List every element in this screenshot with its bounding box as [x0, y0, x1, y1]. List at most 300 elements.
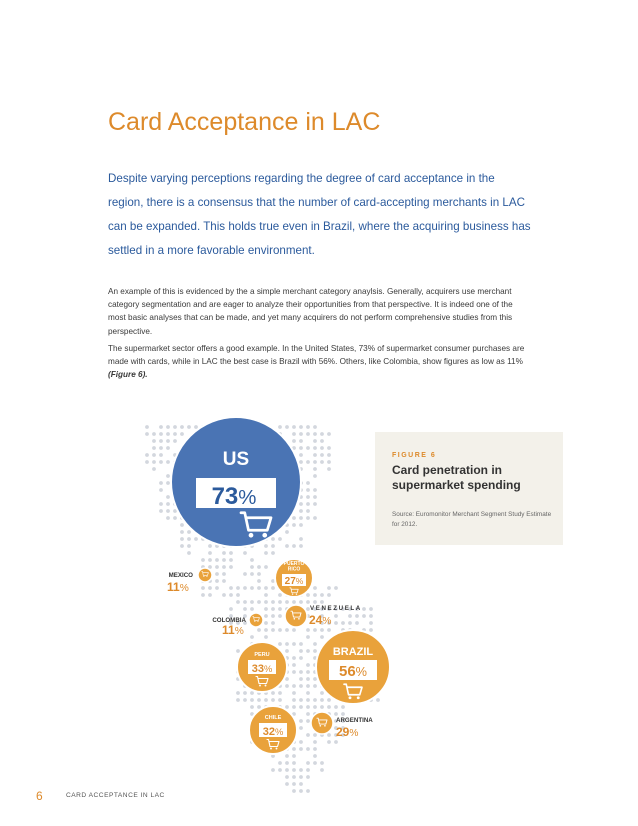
- map-dot: [334, 621, 338, 625]
- map-dot: [236, 586, 240, 590]
- figure-title: Card penetration in supermarket spending: [392, 463, 521, 492]
- map-dot: [229, 551, 233, 555]
- map-dot: [320, 432, 324, 436]
- map-dot: [159, 509, 163, 513]
- map-dot: [145, 425, 149, 429]
- map-dot: [285, 768, 289, 772]
- map-dot: [320, 635, 324, 639]
- map-dot: [243, 600, 247, 604]
- map-dot: [299, 698, 303, 702]
- map-dot: [355, 621, 359, 625]
- map-dot: [285, 754, 289, 758]
- value-label-us: 73%: [211, 483, 257, 510]
- map-dot: [327, 586, 331, 590]
- map-dot: [264, 607, 268, 611]
- map-dot: [327, 698, 331, 702]
- map-dot: [271, 621, 275, 625]
- map-dot: [306, 600, 310, 604]
- map-dot: [292, 544, 296, 548]
- map-dot: [243, 586, 247, 590]
- map-dot: [152, 446, 156, 450]
- map-dot: [152, 467, 156, 471]
- map-dot: [145, 453, 149, 457]
- bubble-chile: [249, 706, 297, 754]
- page-title: Card Acceptance in LAC: [108, 108, 381, 136]
- map-dot: [292, 670, 296, 674]
- map-dot: [306, 432, 310, 436]
- map-dot: [166, 516, 170, 520]
- map-dot: [341, 621, 345, 625]
- map-dot: [306, 495, 310, 499]
- map-dot: [278, 691, 282, 695]
- bubble-circle-venezuela: [285, 605, 307, 627]
- map-dot: [215, 558, 219, 562]
- map-dot: [292, 775, 296, 779]
- map-dot: [306, 684, 310, 688]
- map-dot: [222, 572, 226, 576]
- map-dot: [145, 432, 149, 436]
- map-dot: [278, 642, 282, 646]
- map-dot: [159, 502, 163, 506]
- map-dot: [299, 439, 303, 443]
- map-dot: [271, 551, 275, 555]
- map-dot: [299, 516, 303, 520]
- map-dot: [306, 670, 310, 674]
- map-dot: [180, 432, 184, 436]
- map-dot: [348, 621, 352, 625]
- map-dot: [250, 572, 254, 576]
- map-dot: [320, 761, 324, 765]
- map-dot: [299, 726, 303, 730]
- map-dot: [166, 432, 170, 436]
- map-dot: [327, 453, 331, 457]
- map-dot: [243, 572, 247, 576]
- map-dot: [173, 439, 177, 443]
- map-dot: [327, 460, 331, 464]
- map-dot: [320, 705, 324, 709]
- map-dot: [299, 705, 303, 709]
- map-dot: [236, 600, 240, 604]
- map-dot: [313, 586, 317, 590]
- map-dot: [313, 761, 317, 765]
- map-dot: [257, 586, 261, 590]
- country-label-us: US: [222, 449, 250, 470]
- map-dot: [194, 425, 198, 429]
- map-dot: [313, 747, 317, 751]
- map-dot: [285, 649, 289, 653]
- map-dot: [334, 705, 338, 709]
- map-dot: [278, 768, 282, 772]
- map-dot: [285, 544, 289, 548]
- map-dot: [320, 593, 324, 597]
- map-dot: [145, 460, 149, 464]
- map-dot: [215, 586, 219, 590]
- map-dot: [299, 670, 303, 674]
- map-dot: [229, 607, 233, 611]
- map-dot: [159, 488, 163, 492]
- map-dot: [271, 768, 275, 772]
- map-dot: [271, 628, 275, 632]
- country-label-brazil: BRAZIL: [332, 646, 374, 658]
- map-dot: [264, 586, 268, 590]
- body-paragraph-1: An example of this is evidenced by the a simple merchant category anaylsis. Generally, acquirers use merchant category segmentation and are eager to analyze their opportunities from that perspective. It is indeed one of the most basic analyses that can be made, and yet many acquirers do not perform comprehensive studies from this perspective.: [108, 287, 513, 336]
- map-dot: [320, 453, 324, 457]
- map-dot: [299, 523, 303, 527]
- value-label-puerto-rico: 27%: [284, 576, 304, 587]
- map-dot: [362, 607, 366, 611]
- map-dot: [271, 691, 275, 695]
- map-dot: [187, 544, 191, 548]
- map-dot: [292, 761, 296, 765]
- value-label-brazil: 56%: [338, 663, 368, 680]
- map-dot: [292, 754, 296, 758]
- map-dot: [159, 481, 163, 485]
- map-dot: [215, 565, 219, 569]
- map-dot: [278, 761, 282, 765]
- value-label-venezuela: 24%: [309, 613, 332, 627]
- map-dot: [208, 593, 212, 597]
- map-dot: [334, 740, 338, 744]
- map-dot: [264, 565, 268, 569]
- map-dot: [285, 530, 289, 534]
- map-dot: [362, 614, 366, 618]
- map-dot: [341, 712, 345, 716]
- map-dot: [222, 558, 226, 562]
- map-dot: [299, 600, 303, 604]
- map-dot: [285, 775, 289, 779]
- map-dot: [306, 460, 310, 464]
- map-dot: [327, 593, 331, 597]
- map-dot: [313, 439, 317, 443]
- map-dot: [257, 579, 261, 583]
- map-dot: [327, 432, 331, 436]
- bubble-mexico: [167, 568, 212, 594]
- map-dot: [257, 698, 261, 702]
- figure-reference-link[interactable]: (Figure 6).: [108, 370, 148, 380]
- map-dot: [306, 761, 310, 765]
- map-dot: [292, 691, 296, 695]
- map-dot: [320, 768, 324, 772]
- bubble-peru: [237, 642, 287, 692]
- bubble-brazil: [316, 630, 390, 704]
- bubble-us: [171, 417, 301, 547]
- country-label-argentina: ARGENTINA: [336, 717, 373, 724]
- map-dot: [159, 439, 163, 443]
- map-dot: [285, 425, 289, 429]
- map-dot: [299, 782, 303, 786]
- map-dot: [285, 600, 289, 604]
- map-dot: [369, 628, 373, 632]
- map-dot: [159, 425, 163, 429]
- map-dot: [299, 537, 303, 541]
- map-dot: [313, 733, 317, 737]
- map-dot: [306, 481, 310, 485]
- map-dot: [236, 691, 240, 695]
- map-dot: [159, 460, 163, 464]
- map-dot: [250, 607, 254, 611]
- map-dot: [271, 600, 275, 604]
- map-dot: [285, 705, 289, 709]
- map-dot: [166, 425, 170, 429]
- map-dot: [278, 698, 282, 702]
- map-dot: [166, 481, 170, 485]
- map-dot: [180, 530, 184, 534]
- map-dot: [292, 600, 296, 604]
- map-dot: [264, 698, 268, 702]
- map-dot: [306, 698, 310, 702]
- map-dot: [299, 747, 303, 751]
- map-dot: [285, 628, 289, 632]
- map-dot: [215, 572, 219, 576]
- map-dot: [166, 460, 170, 464]
- map-dot: [187, 425, 191, 429]
- map-dot: [264, 628, 268, 632]
- map-dot: [257, 628, 261, 632]
- bubble-circle-colombia: [249, 613, 263, 627]
- map-dot: [264, 600, 268, 604]
- map-dot: [271, 544, 275, 548]
- map-dot: [299, 432, 303, 436]
- map-dot: [313, 474, 317, 478]
- map-dot: [187, 530, 191, 534]
- map-dot: [152, 460, 156, 464]
- map-dot: [187, 551, 191, 555]
- map-dot: [299, 789, 303, 793]
- map-dot: [313, 502, 317, 506]
- map-dot: [250, 600, 254, 604]
- map-dot: [306, 446, 310, 450]
- map-dot: [292, 642, 296, 646]
- map-dot: [243, 607, 247, 611]
- value-label-chile: 32%: [262, 726, 284, 738]
- map-dot: [313, 740, 317, 744]
- map-dot: [313, 677, 317, 681]
- map-dot: [306, 677, 310, 681]
- country-label-venezuela: VENEZUELA: [310, 605, 362, 612]
- map-dot: [166, 502, 170, 506]
- map-dot: [299, 719, 303, 723]
- map-dot: [299, 544, 303, 548]
- map-dot: [278, 607, 282, 611]
- map-dot: [285, 684, 289, 688]
- map-dot: [159, 432, 163, 436]
- map-dot: [292, 698, 296, 702]
- map-dot: [299, 684, 303, 688]
- map-dot: [285, 761, 289, 765]
- map-dot: [306, 425, 310, 429]
- map-dot: [313, 649, 317, 653]
- map-dot: [299, 502, 303, 506]
- map-dot: [306, 775, 310, 779]
- map-dot: [313, 516, 317, 520]
- map-dot: [306, 502, 310, 506]
- map-dot: [159, 453, 163, 457]
- footer-section-label: CARD ACCEPTANCE IN LAC: [66, 792, 165, 799]
- map-dot: [320, 691, 324, 695]
- map-dot: [250, 635, 254, 639]
- map-dot: [299, 460, 303, 464]
- map-dot: [278, 600, 282, 604]
- map-dot: [369, 607, 373, 611]
- map-dot: [299, 775, 303, 779]
- map-dot: [306, 649, 310, 653]
- map-dot: [166, 474, 170, 478]
- map-dot: [264, 614, 268, 618]
- map-dot: [299, 446, 303, 450]
- map-dot: [299, 453, 303, 457]
- map-dot: [173, 432, 177, 436]
- map-dot: [173, 425, 177, 429]
- map-dot: [313, 593, 317, 597]
- map-dot: [320, 460, 324, 464]
- figure-caption-box: [375, 432, 563, 545]
- map-dot: [327, 467, 331, 471]
- map-dot: [194, 537, 198, 541]
- map-dot: [306, 719, 310, 723]
- map-dot: [313, 495, 317, 499]
- map-dot: [250, 691, 254, 695]
- map-dot: [222, 593, 226, 597]
- value-label-mexico: 11%: [167, 580, 189, 594]
- map-dot: [320, 446, 324, 450]
- map-dot: [320, 600, 324, 604]
- map-dot: [320, 628, 324, 632]
- map-dot: [313, 628, 317, 632]
- bubble-colombia: [212, 613, 263, 637]
- map-dot: [355, 614, 359, 618]
- map-dot: [201, 558, 205, 562]
- map-dot: [313, 684, 317, 688]
- map-dot: [222, 565, 226, 569]
- map-dot: [264, 544, 268, 548]
- bubble-circle-mexico: [198, 568, 212, 582]
- map-dot: [236, 698, 240, 702]
- map-dot: [264, 635, 268, 639]
- map-dot: [152, 439, 156, 443]
- map-dot: [306, 733, 310, 737]
- country-bubbles: [167, 417, 390, 754]
- figure-label: FIGURE 6: [392, 452, 437, 459]
- map-dot: [369, 621, 373, 625]
- map-dot: [180, 544, 184, 548]
- map-dot: [299, 509, 303, 513]
- map-dot: [341, 705, 345, 709]
- value-label-peru: 33%: [251, 663, 273, 675]
- map-dot: [299, 642, 303, 646]
- map-dot: [222, 551, 226, 555]
- map-dot: [306, 509, 310, 513]
- map-dot: [271, 537, 275, 541]
- map-dot: [306, 789, 310, 793]
- map-dot: [285, 782, 289, 786]
- map-dot: [278, 628, 282, 632]
- map-dot: [166, 509, 170, 513]
- map-dot: [208, 558, 212, 562]
- map-dot: [215, 579, 219, 583]
- map-dot: [313, 754, 317, 758]
- map-dot: [313, 600, 317, 604]
- map-dot: [313, 446, 317, 450]
- map-dot: [250, 698, 254, 702]
- map-dot: [173, 516, 177, 520]
- map-dot: [250, 558, 254, 562]
- map-dot: [278, 537, 282, 541]
- country-label-colombia: COLOMBIA: [212, 617, 246, 624]
- map-dot: [334, 712, 338, 716]
- bubble-puerto-rico: [275, 559, 313, 597]
- map-dot: [264, 593, 268, 597]
- map-dot: [292, 439, 296, 443]
- map-dot: [313, 467, 317, 471]
- map-dot: [313, 432, 317, 436]
- map-dot: [292, 663, 296, 667]
- country-label-peru: PERU: [254, 652, 270, 658]
- map-dot: [180, 425, 184, 429]
- map-dot: [243, 691, 247, 695]
- map-dot: [306, 691, 310, 695]
- map-dot: [292, 782, 296, 786]
- map-dot: [306, 747, 310, 751]
- country-label-puerto-rico: PUERTO RICO: [283, 561, 305, 573]
- value-label-colombia: 11%: [222, 623, 244, 637]
- map-dot: [306, 768, 310, 772]
- map-dot: [271, 607, 275, 611]
- map-dot: [257, 572, 261, 576]
- map-dot: [208, 586, 212, 590]
- country-label-chile: CHILE: [264, 715, 282, 721]
- map-dot: [306, 635, 310, 639]
- map-dot: [292, 432, 296, 436]
- figure-source: Source: Euromonitor Merchant Segment Study Estimate for 2012.: [392, 511, 552, 528]
- map-dot: [166, 439, 170, 443]
- map-dot: [299, 768, 303, 772]
- map-dot: [264, 551, 268, 555]
- map-dot: [208, 544, 212, 548]
- map-dot: [236, 649, 240, 653]
- map-dot: [313, 698, 317, 702]
- map-dot: [243, 698, 247, 702]
- map-dot: [369, 614, 373, 618]
- map-dot: [299, 649, 303, 653]
- map-dot: [229, 565, 233, 569]
- map-dot: [250, 565, 254, 569]
- map-dot: [299, 740, 303, 744]
- map-dot: [159, 446, 163, 450]
- map-dot: [313, 642, 317, 646]
- map-dot: [299, 425, 303, 429]
- map-dot: [327, 628, 331, 632]
- map-dot: [278, 614, 282, 618]
- map-dot: [320, 698, 324, 702]
- map-dot: [327, 705, 331, 709]
- map-dot: [292, 789, 296, 793]
- map-dot: [313, 460, 317, 464]
- map-dot: [313, 488, 317, 492]
- map-dot: [257, 705, 261, 709]
- value-label-argentina: 29%: [336, 725, 359, 739]
- map-dot: [271, 698, 275, 702]
- map-dot: [180, 523, 184, 527]
- map-dot: [292, 705, 296, 709]
- map-dot: [152, 453, 156, 457]
- map-dot: [313, 453, 317, 457]
- map-dot: [250, 705, 254, 709]
- map-dot: [229, 593, 233, 597]
- map-dot: [292, 656, 296, 660]
- map-dot: [320, 439, 324, 443]
- map-dot: [334, 614, 338, 618]
- map-dot: [348, 614, 352, 618]
